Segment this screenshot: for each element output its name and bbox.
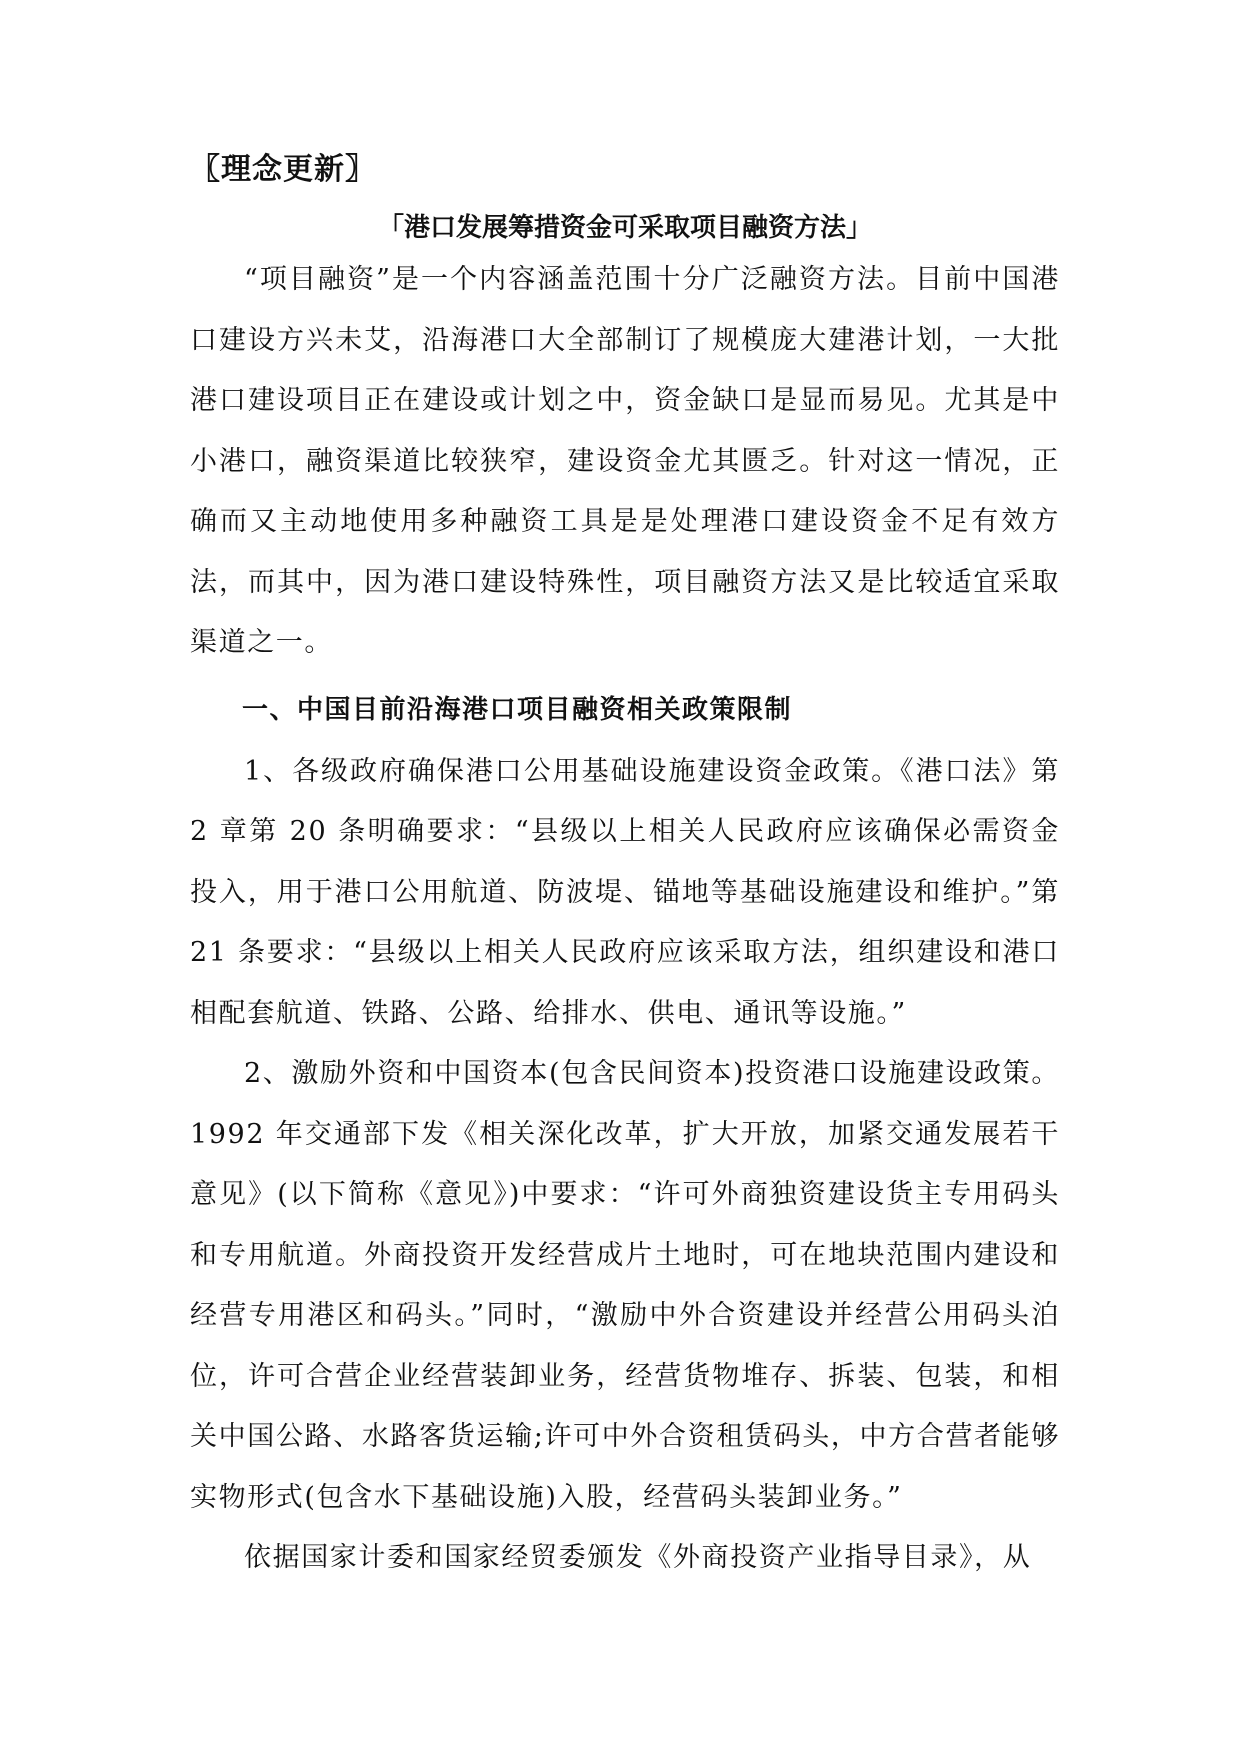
intro-paragraph: “项目融资”是一个内容涵盖范围十分广泛融资方法。目前中国港口建设方兴未艾，沿海港口大全部制订了规模庞大建港计划，一大批港口建设项目正在建设或计划之中，资金缺口是显而易见。尤其是中小港口，融资渠道比较狭窄，建设资金尤其匮乏。针对这一情况，正确而又主动地使用多种融资工具是是处理港口建设资金不足有效方法，而其中，因为港口建设特殊性，项目融资方法又是比较适宜采取渠道之一。: [190, 264, 1060, 658]
policy-paragraph-2: 2、激励外资和中国资本(包含民间资本)投资港口设施建设政策。1992 年交通部下发《相关深化改革，扩大开放，加紧交通发展若干意见》(以下简称《意见》)中要求：“许可外商独资建设货主专用码头和专用航道。外商投资开发经营成片土地时，可在地块范围内建设和经营专用港区和码头。”同时，“激励中外合资建设并经营公用码头泊位，许可合营企业经营装卸业务，经营货物堆存、拆装、包装，和相关中国公路、水路客货运输;许可中外合资租赁码头，中方合营者能够实物形式(包含水下基础设施)入股，经营码头装卸业务。”: [190, 1058, 1060, 1513]
section-heading-1: 一、中国目前沿海港口项目融资相关政策限制: [242, 694, 793, 725]
policy-paragraph-1: 1、各级政府确保港口公用基础设施建设资金政策。《港口法》第 2 章第 20 条明确要求：“县级以上相关人民政府应该确保必需资金投入，用于港口公用航道、防波堤、锚地等基础设施建设和维护。”第21 条要求：“县级以上相关人民政府应该采取方法，组织建设和港口相配套航道、铁路、公路、给排水、供电、通讯等设施。”: [190, 755, 1060, 1029]
policy-paragraph-3: 依据国家计委和国家经贸委颁发《外商投资产业指导目录》，从: [244, 1542, 1032, 1573]
article-title: 「港口发展筹措资金可采取项目融资方法」: [377, 213, 872, 243]
section-tag: 〖理念更新〗: [190, 152, 376, 187]
document-page: [190, 150, 1060, 1589]
